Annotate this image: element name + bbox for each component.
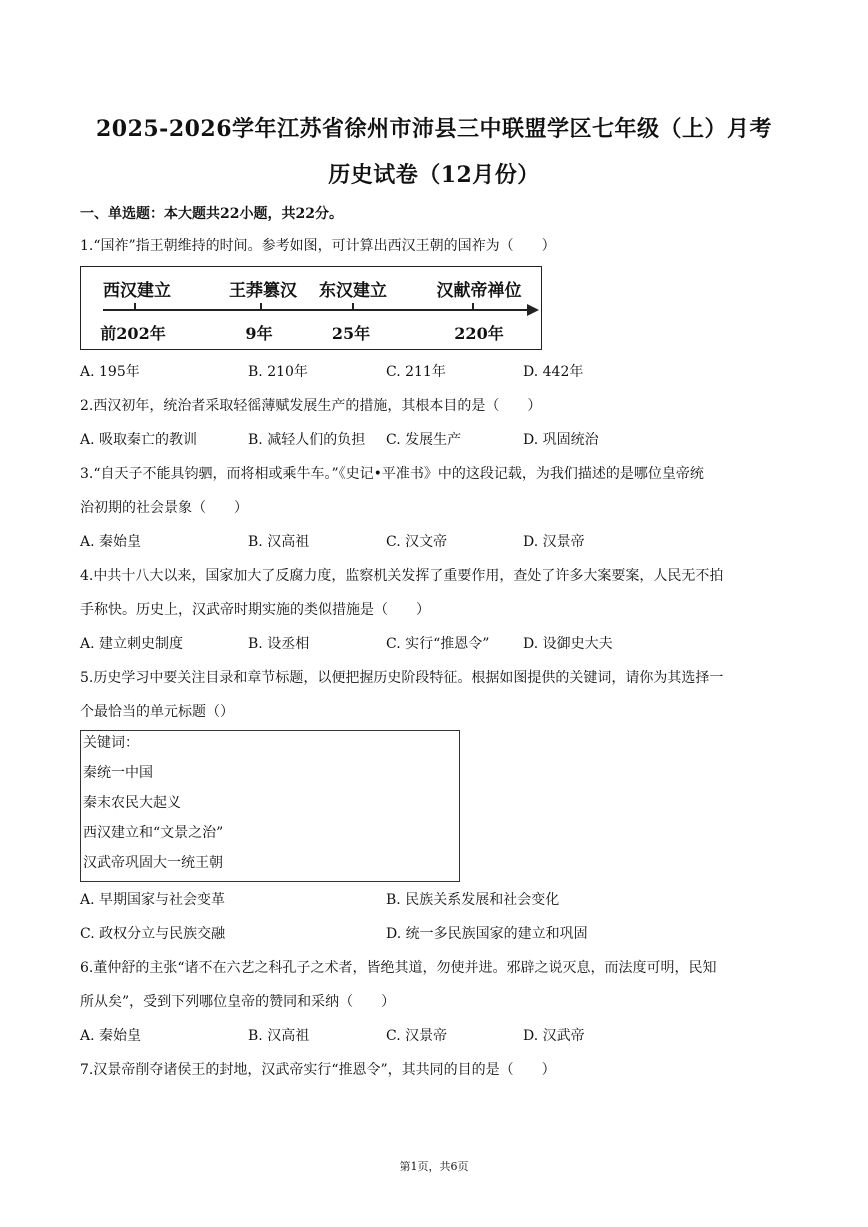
timeline-tick [352,303,354,311]
keyword-heading: 关键词： [83,735,139,751]
question-5-stem: 个最恰当的单元标题（） [80,704,234,720]
timeline-tick [134,303,136,311]
keyword-item: 汉武帝巩固大一统王朝 [83,855,223,871]
question-6-option-c: C. 汉景帝 [386,1028,448,1044]
question-1-option-d: D. 442年 [523,364,584,380]
question-4-stem: 4.中共十八大以来，国家加大了反腐力度，监察机关发挥了重要作用，查处了许多大案要案，人民无不拍 [80,568,724,584]
question-6-stem: 6.董仲舒的主张“诸不在六艺之科孔子之术者，皆绝其道，勿使并进。邪辟之说灭息，而法度可明，民知 [80,960,717,976]
question-4-option-a: A. 建立刺史制度 [80,636,184,652]
section-heading: 一、单选题：本大题共22小题，共22分。 [80,206,343,222]
timeline-tick [260,303,262,311]
timeline-axis [103,309,531,311]
exam-title-line1: 2025-2026学年江苏省徐州市沛县三中联盟学区七年级（上）月考 [95,116,773,142]
question-1-option-c: C. 211年 [386,364,446,380]
page-footer: 第1页，共6页 [399,1160,469,1173]
question-5-stem: 5.历史学习中要关注目录和章节标题，以便把握历史阶段特征。根据如图提供的关键词，请你为其选择一 [80,670,724,686]
question-3-stem: 3.“自天子不能具钧驷，而将相或乘牛车。”《史记•平准书》中的这段记载，为我们描述的是哪位皇帝统 [80,466,704,482]
timeline-event: 东汉建立 [319,281,387,301]
timeline-year: 220年 [454,324,504,343]
question-6-option-d: D. 汉武帝 [523,1028,585,1044]
exam-title-line2: 历史试卷（12月份） [328,162,540,188]
timeline-year: 前202年 [100,324,166,343]
question-5-option-b: B. 民族关系发展和社会变化 [386,892,560,908]
question-2-option-c: C. 发展生产 [386,432,462,448]
question-3-option-a: A. 秦始皇 [80,534,142,550]
timeline-tick [472,303,474,311]
question-4-option-d: D. 设御史大夫 [523,636,613,652]
question-3-option-b: B. 汉高祖 [248,534,310,550]
timeline-event: 王莽篡汉 [229,281,297,301]
question-6-option-a: A. 秦始皇 [80,1028,142,1044]
keyword-item: 秦末农民大起义 [83,795,181,811]
question-3-option-d: D. 汉景帝 [523,534,585,550]
question-4-option-c: C. 实行“推恩令” [386,636,490,652]
timeline-event: 西汉建立 [103,281,171,301]
question-1-stem: 1.“国祚”指王朝维持的时间。参考如图，可计算出西汉王朝的国祚为（ ） [80,238,556,254]
question-5-option-a: A. 早期国家与社会变革 [80,892,226,908]
timeline-year: 25年 [331,324,371,343]
question-7-stem: 7.汉景帝削夺诸侯王的封地，汉武帝实行“推恩令”，其共同的目的是（ ） [80,1062,556,1078]
question-5-option-c: C. 政权分立与民族交融 [80,926,226,942]
question-2-option-b: B. 减轻人们的负担 [248,432,366,448]
question-6-stem: 所从矣”，受到下列哪位皇帝的赞同和采纳（ ） [80,994,396,1010]
keyword-item: 西汉建立和“文景之治” [83,825,224,841]
question-2-option-d: D. 巩固统治 [523,432,599,448]
question-1-option-a: A. 195年 [80,364,140,380]
question-1-option-b: B. 210年 [248,364,308,380]
question-6-option-b: B. 汉高祖 [248,1028,310,1044]
question-2-stem: 2.西汉初年，统治者采取轻徭薄赋发展生产的措施，其根本目的是（ ） [80,398,542,414]
timeline-figure [80,266,542,350]
keyword-item: 秦统一中国 [83,765,153,781]
question-5-option-d: D. 统一多民族国家的建立和巩固 [386,926,588,942]
question-4-stem: 手称快。历史上，汉武帝时期实施的类似措施是（ ） [80,602,430,618]
question-2-option-a: A. 吸取秦亡的教训 [80,432,198,448]
timeline-arrow [527,304,539,316]
timeline-event: 汉献帝禅位 [436,281,522,301]
keyword-box [80,730,460,882]
question-4-option-b: B. 设丞相 [248,636,310,652]
timeline-year: 9年 [245,324,273,343]
question-3-option-c: C. 汉文帝 [386,534,448,550]
question-3-stem: 治初期的社会景象（ ） [80,500,248,516]
